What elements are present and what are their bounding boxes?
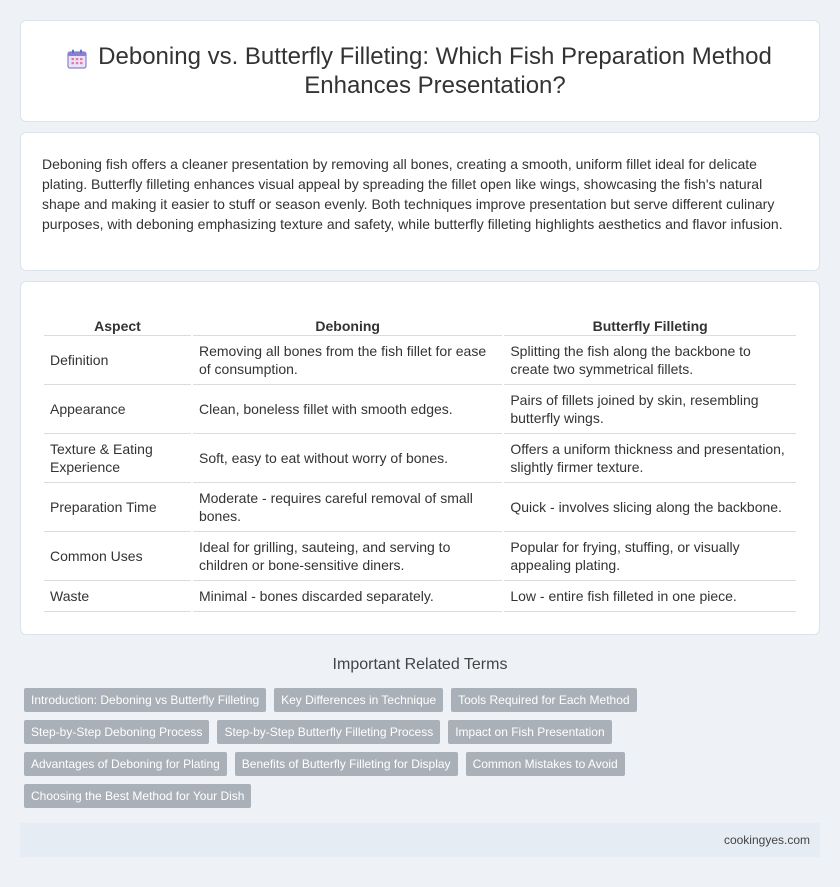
cell-butterfly: Popular for frying, stuffing, or visually appealing plating. [504, 532, 796, 581]
related-terms-list [24, 688, 804, 808]
comparison-table [42, 316, 798, 612]
header-butterfly: Butterfly Filleting [504, 316, 796, 336]
related-term-tag[interactable]: Impact on Fish Presentation [448, 720, 611, 744]
table-row [44, 532, 796, 581]
header-deboning: Deboning [193, 316, 502, 336]
cell-butterfly: Pairs of fillets joined by skin, resembling butterfly wings. [504, 385, 796, 434]
cell-deboning: Ideal for grilling, sauteing, and serving to children or bone-sensitive diners. [193, 532, 502, 581]
cell-aspect: Common Uses [44, 532, 191, 581]
header-card [20, 20, 820, 122]
cell-aspect: Texture & Eating Experience [44, 434, 191, 483]
table-row [44, 385, 796, 434]
intro-paragraph: Deboning fish offers a cleaner presentation by removing all bones, creating a smooth, uniform fillet ideal for delicate plating. Butterfly filleting enhances visual appeal by spreading the fillet open like wings, showcasing the fish's natural shape and making it easier to stuff or season evenly. Both techniques improve presentation but serve different culinary purposes, with deboning emphasizing texture and safety, while butterfly filleting highlights aesthetics and flavor infusion. [42, 156, 783, 232]
cell-aspect: Preparation Time [44, 483, 191, 532]
header-aspect: Aspect [44, 316, 191, 336]
cell-aspect: Appearance [44, 385, 191, 434]
related-term-tag[interactable]: Introduction: Deboning vs Butterfly Filleting [24, 688, 266, 712]
related-term-tag[interactable]: Benefits of Butterfly Filleting for Display [235, 752, 458, 776]
related-term-tag[interactable]: Choosing the Best Method for Your Dish [24, 784, 251, 808]
table-row [44, 483, 796, 532]
cell-deboning: Removing all bones from the fish fillet for ease of consumption. [193, 336, 502, 385]
table-header-row [44, 316, 796, 336]
cell-butterfly: Offers a uniform thickness and presentation, slightly firmer texture. [504, 434, 796, 483]
cell-butterfly: Splitting the fish along the backbone to create two symmetrical fillets. [504, 336, 796, 385]
cell-deboning: Soft, easy to eat without worry of bones. [193, 434, 502, 483]
cell-deboning: Clean, boneless fillet with smooth edges. [193, 385, 502, 434]
cell-butterfly: Quick - involves slicing along the backbone. [504, 483, 796, 532]
cell-aspect: Waste [44, 581, 191, 612]
related-terms-heading: Important Related Terms [332, 656, 508, 673]
cell-aspect: Definition [44, 336, 191, 385]
table-row [44, 581, 796, 612]
intro-card [20, 132, 820, 271]
page-title: Deboning vs. Butterfly Filleting: Which Fish Preparation Method Enhances Presentation? [98, 43, 772, 99]
table-row [44, 434, 796, 483]
related-term-tag[interactable]: Common Mistakes to Avoid [466, 752, 625, 776]
footer-bar [20, 823, 820, 857]
related-term-tag[interactable]: Step-by-Step Deboning Process [24, 720, 209, 744]
related-term-tag[interactable]: Advantages of Deboning for Plating [24, 752, 227, 776]
related-term-tag[interactable]: Key Differences in Technique [274, 688, 443, 712]
table-row [44, 336, 796, 385]
cell-butterfly: Low - entire fish filleted in one piece. [504, 581, 796, 612]
comparison-card [20, 281, 820, 635]
cell-deboning: Moderate - requires careful removal of small bones. [193, 483, 502, 532]
related-term-tag[interactable]: Step-by-Step Butterfly Filleting Process [217, 720, 440, 744]
footer-site-name[interactable]: cookingyes.com [723, 833, 810, 847]
cell-deboning: Minimal - bones discarded separately. [193, 581, 502, 612]
related-term-tag[interactable]: Tools Required for Each Method [451, 688, 636, 712]
